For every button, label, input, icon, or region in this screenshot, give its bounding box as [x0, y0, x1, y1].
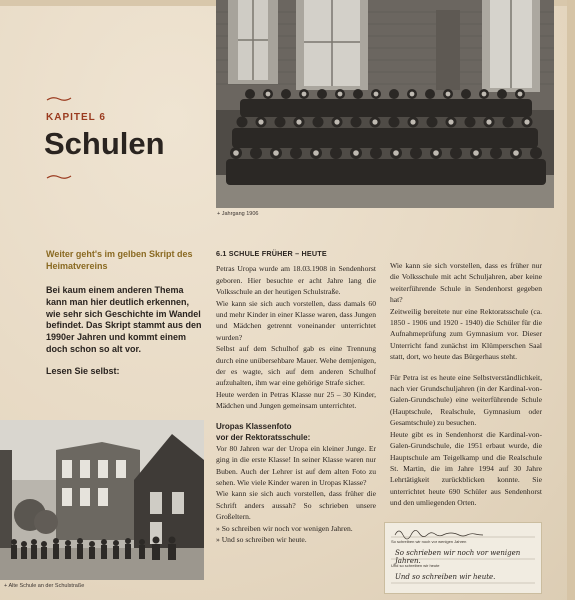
- handwriting-sample: [384, 522, 542, 594]
- article-column-2: [390, 260, 542, 509]
- chapter-label: KAPITEL 6: [46, 112, 106, 123]
- caption-arrow-icon: +: [4, 583, 9, 589]
- paragraph: Für Petra ist es heute eine Selbstverständlichkeit, nach vier Grundschuljahren (in der Kardinal-von-Galen-Grundschule) eine weiterführende Schule (Hauptschule, Realschule, Gymnasium oder Gesamtschule) zu besuchen.: [390, 372, 542, 428]
- paragraph: Wie kann sie sich vorstellen, dass es früher nur die Volksschule mit acht Schuljahren, aber keine weiterführende Schule in Sendenhorst gegeben hat?: [390, 261, 542, 305]
- photo-caption: + Alte Schule an der Schulstraße: [4, 583, 85, 589]
- caption-arrow-icon: +: [217, 211, 222, 217]
- ornament-tilde: [46, 96, 72, 100]
- paragraph: Heute gibt es in Sendenhorst die Kardinal-von-Galen-Grundschule, die 1951 erbaut wurde, die Hauptschule am Teigelkamp und die Realschule St. Martin, die im Jahre 1994 auf 30 Jahre Lehrtätigkeit zurückblicken konnte. Sie unterrichtet heute 690 Schüler aus Sendenhorst und den umliegenden Orten.: [390, 429, 542, 508]
- paragraph: Heute werden in Petras Klasse nur 25 – 30 Kinder, Mädchen und Jungen gemeinsam unterrichtet.: [216, 389, 376, 411]
- bullet-item: » Und so schreiben wir heute.: [216, 534, 307, 544]
- paragraph: Wie kann sie sich auch vorstellen, dass damals 60 und mehr Kinder in einer Klasse waren, dass Jungen und Mädchen getrennt voneinander unterrichtet wurden?: [216, 298, 376, 342]
- handwriting-label: So schreiben wir noch vor wenigen Jahren: [391, 539, 467, 544]
- paragraph: Selbst auf dem Schulhof gab es eine Trennung durch eine unübersehbare Mauer. Wehe demjenigen, der es wagte, sich auf dem anderen Schulhof aufzuhalten, ihm war eine gehörige Strafe sicher.: [216, 344, 376, 388]
- handwriting-line: So schrieben wir noch vor wenigen Jahren.: [395, 549, 521, 565]
- intro-paragraph: Bei kaum einem anderen Thema kann man hier deutlich erkennen, wie sehr sich Geschichte im Wandel befindet. Das Skript stammt aus den 1990er Jahren und kommt einem doch schon so alt vor.: [46, 285, 202, 354]
- section-heading: 6.1 SCHULE FRÜHER – HEUTE: [216, 249, 327, 258]
- ornament-tilde: [46, 174, 72, 178]
- sub-heading: Uropas Klassenfoto: [216, 421, 292, 431]
- old-school-photo: [0, 420, 204, 580]
- paragraph: Vor 80 Jahren war der Uropa ein kleiner Junge. Er ging in die erste Klasse! In seiner Klasse waren nur Buben. Auch der Lehrer ist auf dem alten Foto zu sehen. Wie viele Kinder waren in Uropas Klasse?: [216, 443, 376, 487]
- page-edge: [567, 0, 575, 600]
- bullet-item: » So schreiben wir noch vor wenigen Jahren.: [216, 523, 353, 533]
- paragraph: Zeitweilig bereitete nur eine Rektoratsschule (ca. 1850 - 1906 und 1920 - 1940) die Schüler für die Aufnahmeprüfung zum Gymnasium vor. Dieser Unterricht fand zunächst im Klümperschen Saal statt, dort, wo heute das Bürgerhaus steht.: [390, 306, 542, 362]
- sub-heading: vor der Rektoratsschule:: [216, 432, 311, 442]
- intro-text: [46, 285, 204, 388]
- page-title: Schulen: [44, 126, 165, 161]
- article-column-1: [216, 248, 376, 545]
- handwriting-label: Und so schreiben wir heute: [391, 563, 440, 568]
- section-subtitle: Weiter geht's im gelben Skript des Heimatvereins: [46, 249, 193, 271]
- paragraph: Petras Uropa wurde am 18.03.1908 in Sendenhorst geboren. Hier besuchte er acht Jahre lang die Volksschule an der heutigen Schulstraße.: [216, 264, 376, 297]
- photo-caption: + Jahrgang 1906: [217, 211, 259, 217]
- paragraph: Wie kann sie sich auch vorstellen, dass früher die Schrift anders aussah? So schrieben unsere Großeltern.: [216, 489, 376, 522]
- class-photo: [216, 0, 554, 208]
- read-label: Lesen Sie selbst:: [46, 365, 120, 376]
- handwriting-line: Und so schreiben wir heute.: [395, 573, 496, 581]
